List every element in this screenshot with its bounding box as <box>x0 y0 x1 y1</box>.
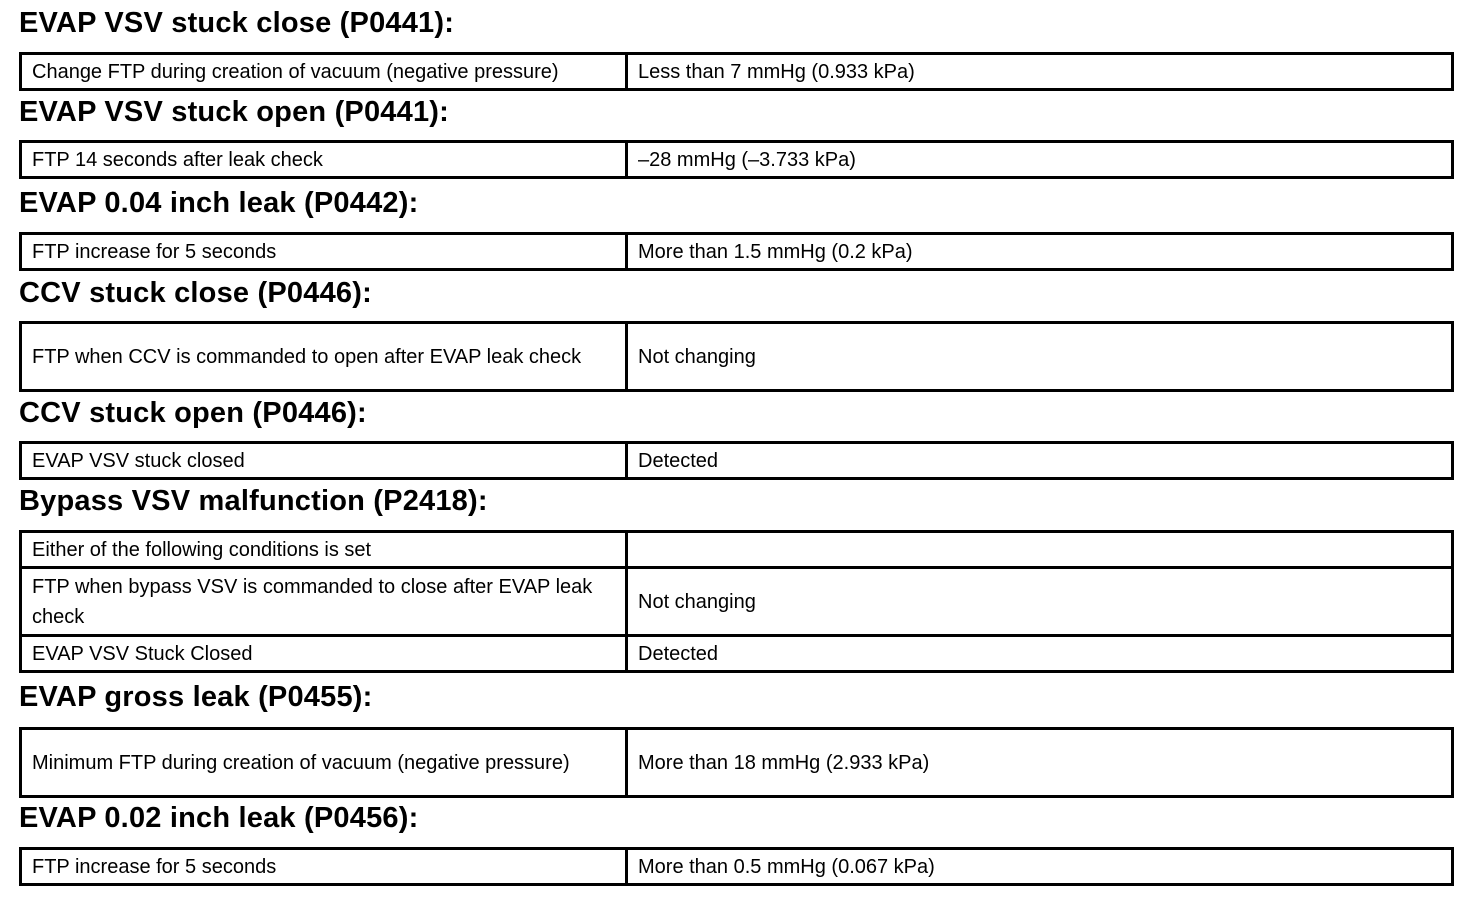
condition-cell: FTP increase for 5 seconds <box>21 234 627 270</box>
table-row <box>21 849 1453 885</box>
spec-table <box>19 847 1454 886</box>
value-cell <box>627 532 1453 568</box>
spec-table <box>19 140 1454 179</box>
value-cell: More than 18 mmHg (2.933 kPa) <box>627 729 1453 797</box>
value-cell: Detected <box>627 443 1453 479</box>
table-row <box>21 532 1453 568</box>
value-cell: Detected <box>627 636 1453 672</box>
condition-cell: EVAP VSV stuck closed <box>21 443 627 479</box>
section-heading: EVAP 0.04 inch leak (P0442): <box>19 187 419 219</box>
table-row <box>21 323 1453 391</box>
spec-table <box>19 321 1454 392</box>
condition-cell: Minimum FTP during creation of vacuum (negative pressure) <box>21 729 627 797</box>
value-cell: More than 0.5 mmHg (0.067 kPa) <box>627 849 1453 885</box>
value-cell: More than 1.5 mmHg (0.2 kPa) <box>627 234 1453 270</box>
section-heading: EVAP 0.02 inch leak (P0456): <box>19 802 419 834</box>
value-cell: Not changing <box>627 568 1453 636</box>
spec-table <box>19 441 1454 480</box>
section-heading: EVAP VSV stuck open (P0441): <box>19 96 450 128</box>
section-heading: CCV stuck close (P0446): <box>19 277 372 309</box>
section-heading: EVAP VSV stuck close (P0441): <box>19 7 455 39</box>
condition-cell: Either of the following conditions is set <box>21 532 627 568</box>
spec-table <box>19 727 1454 798</box>
condition-cell: FTP when bypass VSV is commanded to close after EVAP leak check <box>21 568 627 636</box>
table-row <box>21 54 1453 90</box>
condition-cell: FTP when CCV is commanded to open after EVAP leak check <box>21 323 627 391</box>
condition-cell: FTP 14 seconds after leak check <box>21 142 627 178</box>
spec-table <box>19 232 1454 271</box>
value-cell: Not changing <box>627 323 1453 391</box>
section-heading: CCV stuck open (P0446): <box>19 397 367 429</box>
section-heading: Bypass VSV malfunction (P2418): <box>19 485 488 517</box>
table-row <box>21 729 1453 797</box>
condition-cell: Change FTP during creation of vacuum (negative pressure) <box>21 54 627 90</box>
value-cell: –28 mmHg (–3.733 kPa) <box>627 142 1453 178</box>
table-row <box>21 568 1453 636</box>
condition-cell: FTP increase for 5 seconds <box>21 849 627 885</box>
table-row <box>21 142 1453 178</box>
condition-cell: EVAP VSV Stuck Closed <box>21 636 627 672</box>
table-row <box>21 636 1453 672</box>
spec-table <box>19 52 1454 91</box>
section-heading: EVAP gross leak (P0455): <box>19 681 373 713</box>
table-row <box>21 443 1453 479</box>
table-row <box>21 234 1453 270</box>
spec-table <box>19 530 1454 673</box>
value-cell: Less than 7 mmHg (0.933 kPa) <box>627 54 1453 90</box>
